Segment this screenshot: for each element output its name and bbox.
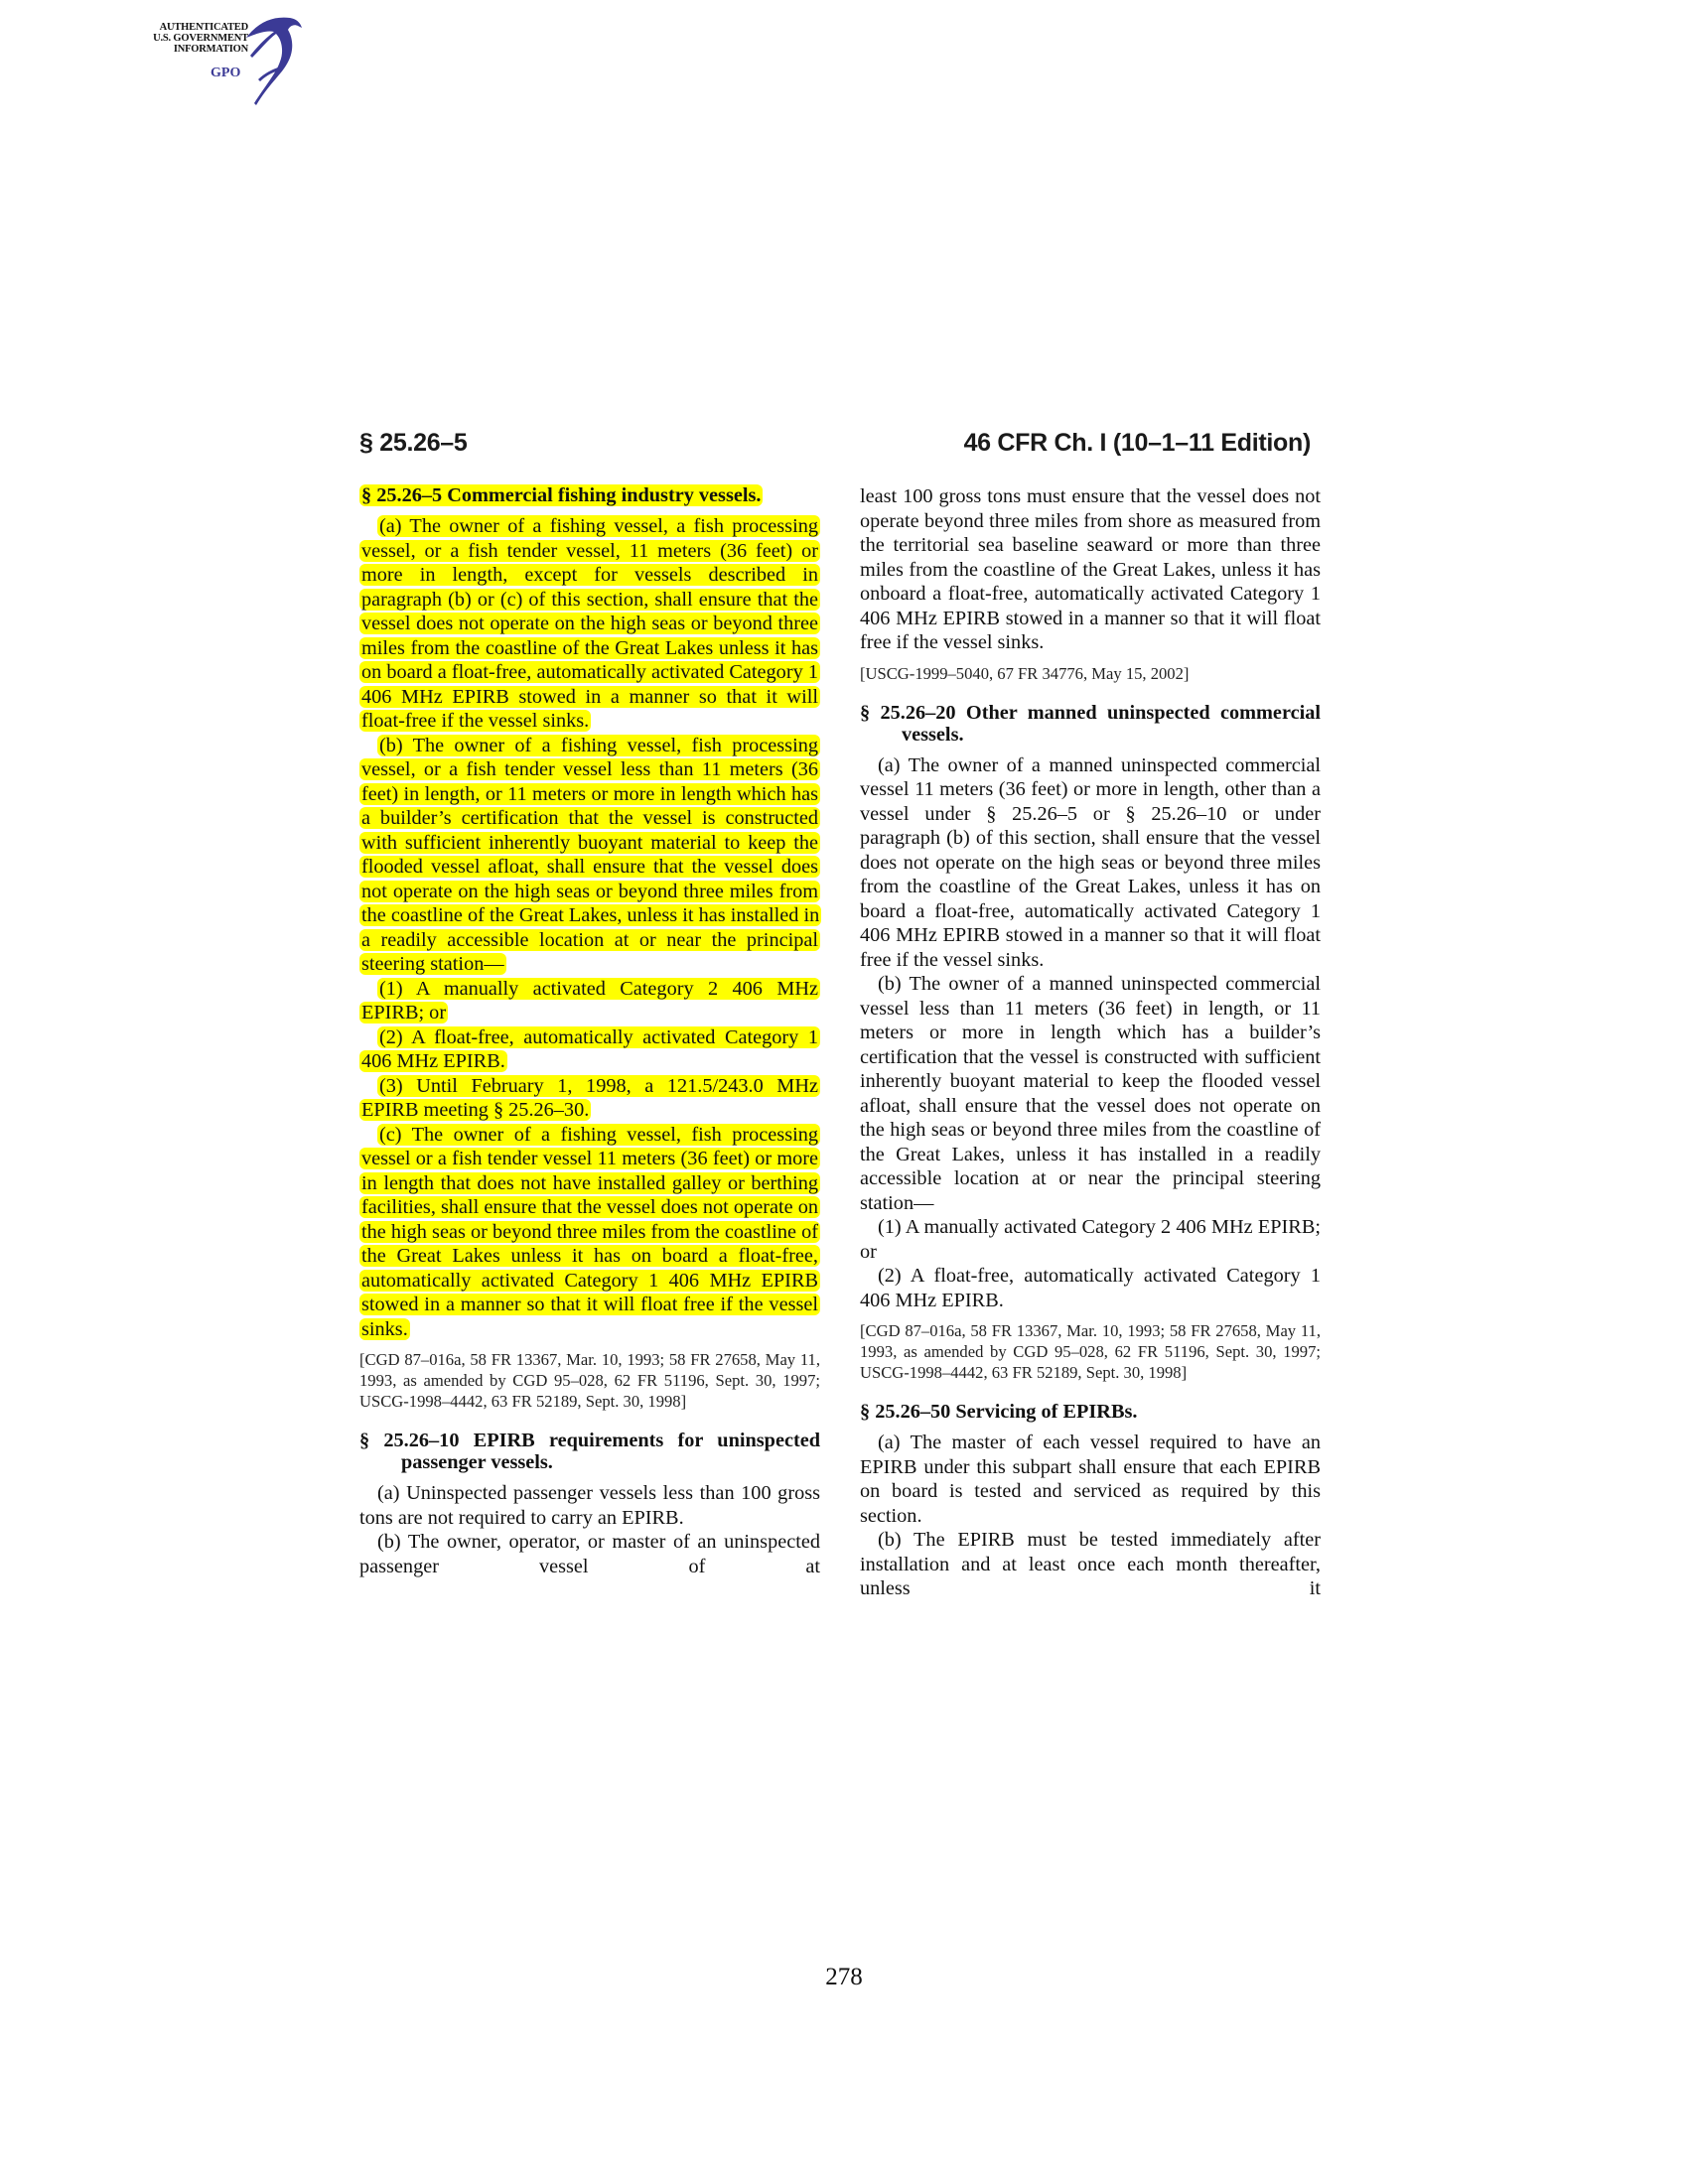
eagle-icon <box>238 10 308 109</box>
highlighted-text: (1) A manually activated Category 2 406 MHz EPIRB; or <box>361 977 818 1024</box>
paragraph-a: (a) The master of each vessel required to have an EPIRB under this subpart shall ensure that each EPIRB on board is tested and serviced as required by this section. <box>860 1432 1321 1527</box>
section-heading-25-26-10: § 25.26–10 EPIRB requirements for uninspected passenger vessels. <box>359 1430 820 1473</box>
section-heading-25-26-5 <box>359 484 820 506</box>
left-column <box>359 484 820 1578</box>
paragraph-a: (a) Uninspected passenger vessels less than 100 gross tons are not required to carry an EPIRB. <box>359 1482 820 1529</box>
paragraph-b <box>359 734 820 977</box>
paragraph-b1 <box>359 977 820 1025</box>
paragraph-b1: (1) A manually activated Category 2 406 MHz EPIRB; or <box>860 1216 1321 1263</box>
highlighted-text: (a) The owner of a fishing vessel, a fish processing vessel, or a fish tender vessel, 11 meters (36 feet) or more in length, except for vessels described in paragraph (b) or (c) of this section, shall ensure that the vessel does not operate on the high seas or beyond three miles from the coastline of the Great Lakes unless it has on board a float-free, automatically activated Category 1 406 MHz EPIRB stowed in a manner so that it will float-free if the vessel sinks. <box>361 515 818 732</box>
source-citation: [USCG-1999–5040, 67 FR 34776, May 15, 2002] <box>860 663 1190 683</box>
paragraph-a: (a) The owner of a manned uninspected commercial vessel 11 meters (36 feet) or more in length, other than a vessel under § 25.26–5 or § 25.26–10 or under paragraph (b) of this section, shall ensure that the vessel does not operate on the high seas or beyond three miles from the coastline of the Great Lakes, unless it has on board a float-free, automatically activated Category 1 406 MHz EPIRB stowed in a manner so that it will float free if the vessel sinks. <box>860 753 1321 971</box>
highlighted-heading: § 25.26–5 Commercial fishing industry vessels. <box>361 484 762 506</box>
paragraph-b: (b) The owner of a manned uninspected commercial vessel less than 11 meters (36 feet) in length, or 11 meters or more in length which has a builder’s certification that the vessel is constructed with sufficient inherently buoyant material to keep the flooded vessel afloat, shall ensure that the vessel does not operate on the high seas or beyond three miles from the coastline of the Great Lakes, unless it has installed in a readily accessible location at or near the principal steering station— <box>860 973 1321 1214</box>
logo-line-government: U.S. GOVERNMENT <box>153 33 248 44</box>
paragraph-b-start: (b) The EPIRB must be tested immediately after installation and at least once each month thereafter, unless it <box>860 1529 1321 1599</box>
highlighted-text: (b) The owner of a fishing vessel, fish processing vessel, or a fish tender vessel less than 11 meters (36 feet) in length, or 11 meters or more in length which has a builder’s certification that the vessel is constructed with sufficient inherently buoyant material to keep the flooded vessel afloat, shall ensure that the vessel does not operate on the high seas or beyond three miles from the coastline of the Great Lakes, unless it has installed in a readily accessible location at or near the principal steering station— <box>361 734 820 975</box>
running-head-section: § 25.26–5 <box>359 429 468 457</box>
page-number: 278 <box>825 1964 863 1990</box>
paragraph-b2 <box>359 1025 820 1074</box>
highlighted-text: (c) The owner of a fishing vessel, fish processing vessel or a fish tender vessel 11 meters (36 feet) or more in length that does not have installed galley or berthing facilities, shall ensure that the vessel does not operate on the high seas or beyond three miles from the coastline of the Great Lakes unless it has on board a float-free, automatically activated Category 1 406 MHz EPIRB stowed in a manner so that it will float free if the vessel sinks. <box>361 1123 818 1340</box>
paragraph-c <box>359 1123 820 1342</box>
paragraph-b-continued: least 100 gross tons must ensure that the vessel does not operate beyond three miles from shore as measured from the territorial sea baseline seaward or more than three miles from the coastline of the Great Lakes, unless it has onboard a float-free, automatically activated Category 1 406 MHz EPIRB stowed in a manner so that it will float free if the vessel sinks. <box>860 485 1321 653</box>
logo-gpo-text: GPO <box>211 66 241 80</box>
running-head-title: 46 CFR Ch. I (10–1–11 Edition) <box>963 429 1311 457</box>
paragraph-a <box>359 514 820 734</box>
paragraph-b2: (2) A float-free, automatically activated Category 1 406 MHz EPIRB. <box>860 1265 1321 1311</box>
highlighted-text: (2) A float-free, automatically activated Category 1 406 MHz EPIRB. <box>361 1025 818 1072</box>
highlighted-text: (3) Until February 1, 1998, a 121.5/243.0 MHz EPIRB meeting § 25.26–30. <box>361 1074 818 1121</box>
logo-text <box>129 22 248 55</box>
section-heading-25-26-20: § 25.26–20 Other manned uninspected commercial vessels. <box>860 701 1321 746</box>
paragraph-b-start: (b) The owner, operator, or master of an uninspected passenger vessel of at <box>359 1531 820 1577</box>
right-column <box>860 484 1321 1601</box>
section-heading-25-26-50: § 25.26–50 Servicing of EPIRBs. <box>860 1401 1138 1423</box>
source-citation: [CGD 87–016a, 58 FR 13367, Mar. 10, 1993; 58 FR 27658, May 11, 1993, as amended by CGD 95–028, 62 FR 51196, Sept. 30, 1997; USCG-1998–4442, 63 FR 52189, Sept. 30, 1998] <box>359 1350 820 1411</box>
logo-line-information: INFORMATION <box>173 44 248 55</box>
source-citation: [CGD 87–016a, 58 FR 13367, Mar. 10, 1993; 58 FR 27658, May 11, 1993, as amended by CGD 95–028, 62 FR 51196, Sept. 30, 1997; USCG-1998–4442, 63 FR 52189, Sept. 30, 1998] <box>860 1321 1321 1382</box>
logo-line-authenticated: AUTHENTICATED <box>159 22 248 33</box>
gpo-authentication-logo <box>129 10 308 104</box>
paragraph-b3 <box>359 1074 820 1123</box>
